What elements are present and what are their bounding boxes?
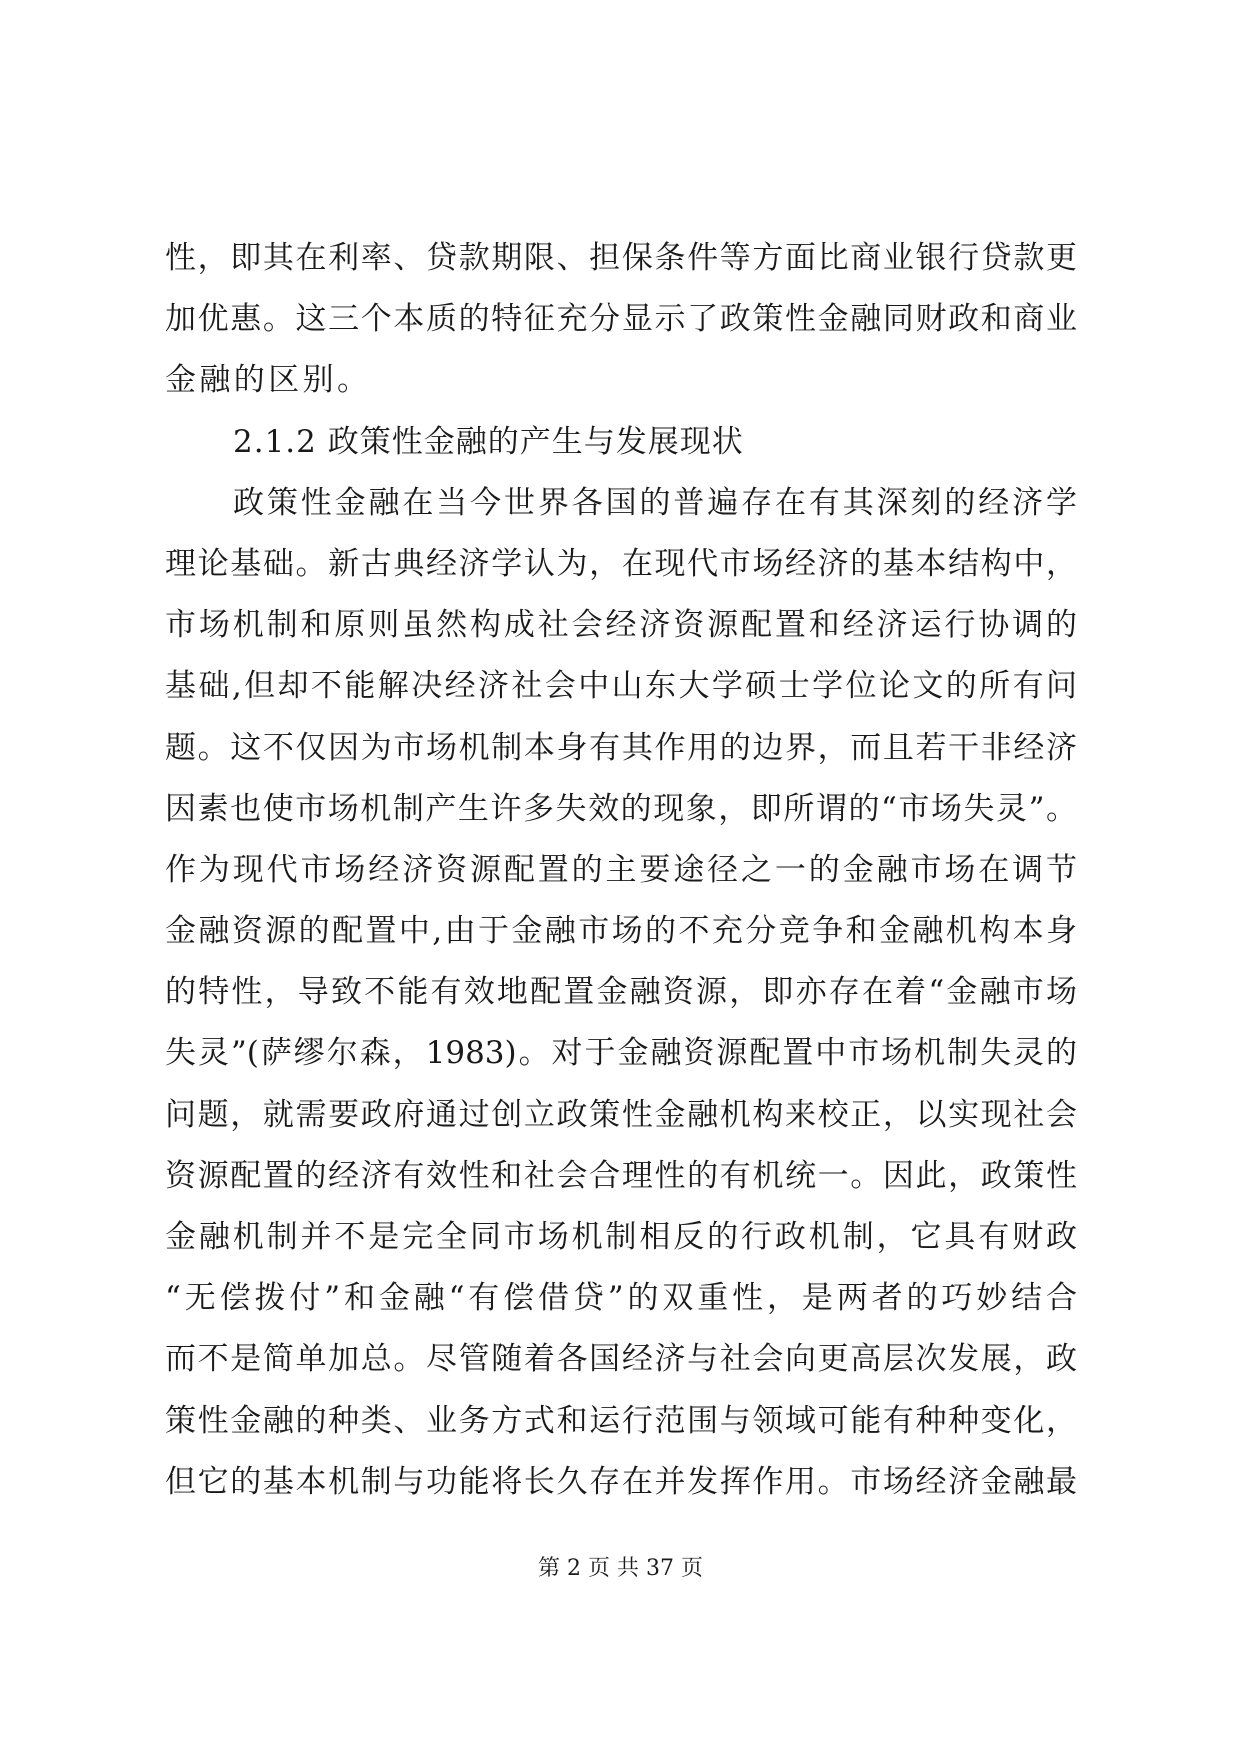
text-line: 题。这不仅因为市场机制本身有其作用的边界，而且若干非经济 [165,729,1077,766]
text-line: 因素也使市场机制产生许多失效的现象，即所谓的“市场失灵”。 [165,790,1077,827]
text-line: 失灵”(萨缪尔森，1983)。对于金融资源配置中市场机制失灵的 [165,1035,1077,1072]
text-line: 资源配置的经济有效性和社会合理性的有机统一。因此，政策性 [165,1157,1077,1194]
text-line: 策性金融的种类、业务方式和运行范围与领域可能有种种变化， [165,1402,1077,1439]
section-heading: 2.1.2 政策性金融的产生与发展现状 [233,423,744,460]
text-line: 金融机制并不是完全同市场机制相反的行政机制，它具有财政 [165,1219,1077,1255]
text-line: “无偿拨付”和金融“有偿借贷”的双重性，是两者的巧妙结合 [165,1280,1077,1317]
text-line: 作为现代市场经济资源配置的主要途径之一的金融市场在调节 [165,851,1077,888]
text-line: 金融的区别。 [165,362,372,399]
text-line: 的特性，导致不能有效地配置金融资源，即亦存在着“金融市场 [165,974,1077,1011]
text-line: 金融资源的配置中,由于金融市场的不充分竞争和金融机构本身 [165,913,1077,950]
page-footer: 第 2 页 共 37 页 [538,1556,703,1581]
paragraph-main [165,473,1077,1513]
text-line: 问题，就需要政府通过创立政策性金融机构来校正，以实现社会 [165,1096,1077,1133]
text-line: 理论基础。新古典经济学认为，在现代市场经济的基本结构中， [165,545,1077,582]
body-text [165,228,1077,1513]
text-line: 性，即其在利率、贷款期限、担保条件等方面比商业银行贷款更 [165,240,1077,276]
text-line: 加优惠。这三个本质的特征充分显示了政策性金融同财政和商业 [165,301,1077,338]
paragraph-continuation [165,228,1077,412]
text-line: 但它的基本机制与功能将长久存在并发挥作用。市场经济金融最 [165,1463,1077,1500]
text-line: 而不是简单加总。尽管随着各国经济与社会向更高层次发展，政 [165,1341,1077,1378]
text-line: 市场机制和原则虽然构成社会经济资源配置和经济运行协调的 [165,607,1077,644]
text-line: 基础,但却不能解决经济社会中山东大学硕士学位论文的所有问 [165,668,1077,705]
text-line: 政策性金融在当今世界各国的普遍存在有其深刻的经济学 [233,484,1077,521]
